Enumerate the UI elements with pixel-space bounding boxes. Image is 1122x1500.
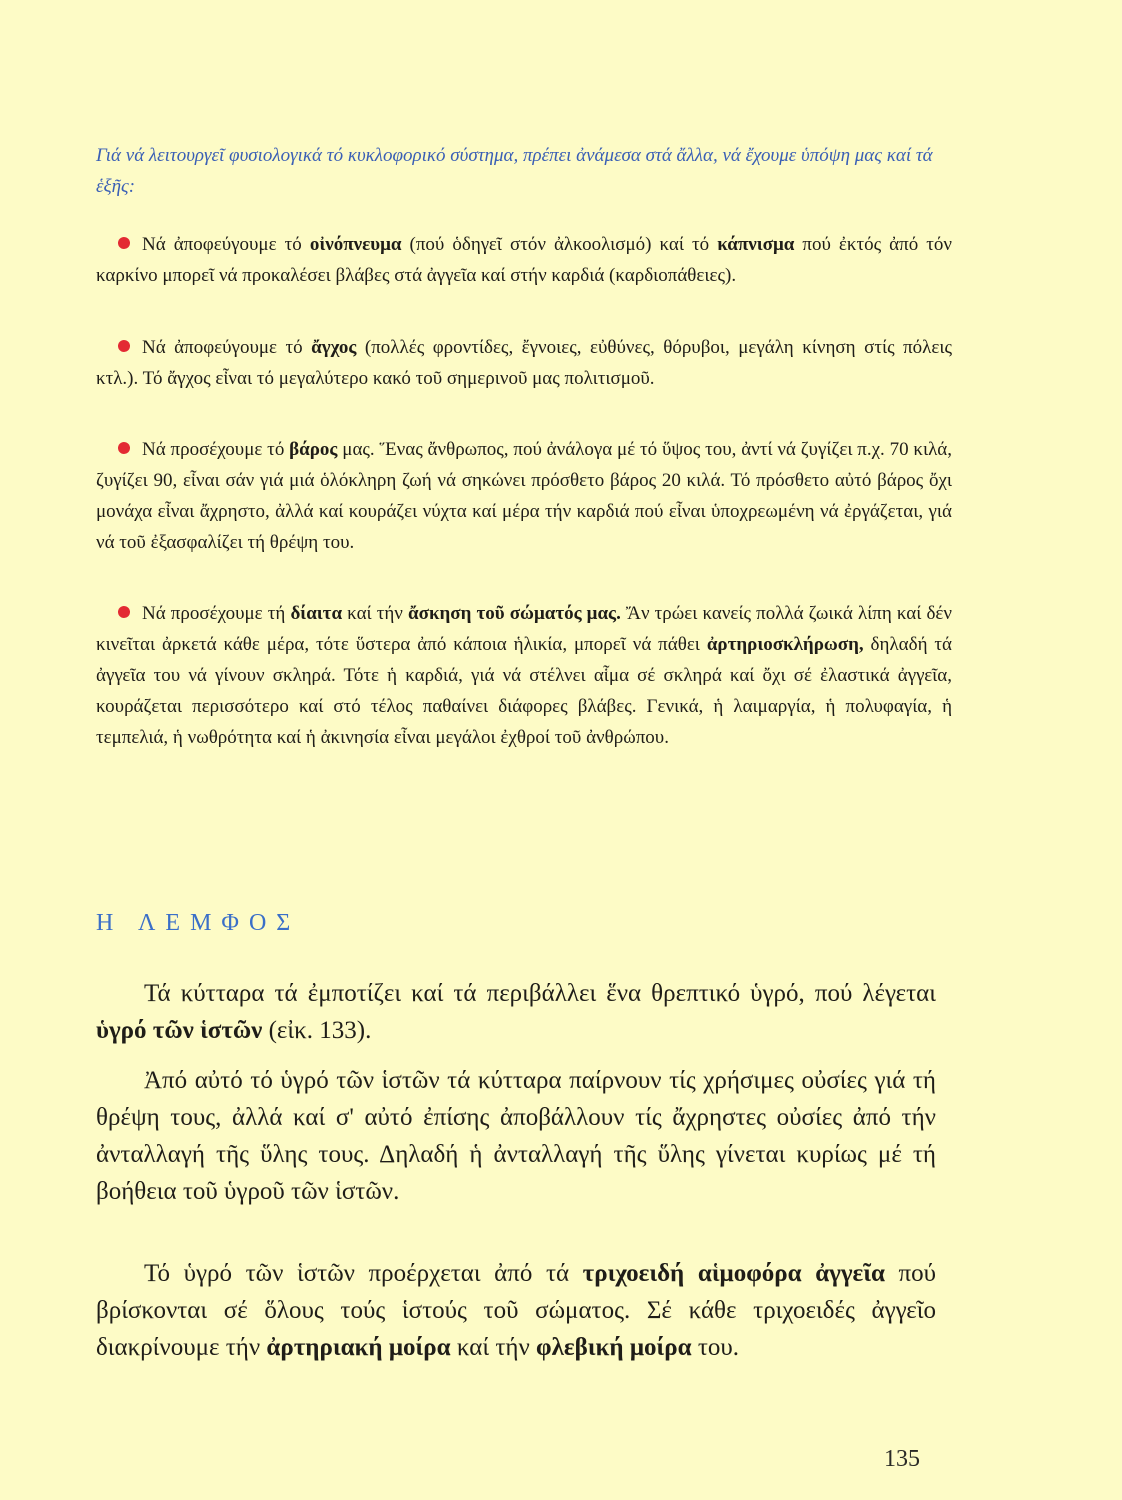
section-heading: Η ΛΕΜΦΟΣ <box>96 910 301 936</box>
text-run: Τό ὑγρό τῶν ἱστῶν προέρχεται ἀπό τά <box>144 1260 583 1287</box>
text-run: μας. Ἕνας ἄνθρωπος, πού ἀνάλογα μέ τό ὕψος του, ἀντί νά ζυγίζει π.χ. 70 κιλά, ζυγίζει 90, εἶναι σάν γιά μιά ὁλόκληρη ζωή νά σηκώνει πρόσθετο βάρος 20 κιλά. Τό πρόσθετο αὐτό βάρος ὄχι μονάχα εἶναι ἄχρηστο, ἀλλά καί κουράζει νύχτα καί μέρα τήν καρδιά πού εἶναι ὑποχρεωμένη νά ἐργάζεται, γιά νά τοῦ ἐξασφαλίζει τή θρέψη του. <box>96 439 952 553</box>
keyword: βάρος <box>289 439 338 460</box>
intro-text: Γιά νά λειτουργεῖ φυσιολογικά τό κυκλοφορικό σύστημα, πρέπει ἀνάμεσα στά ἄλλα, νά ἔχουμε ὑπόψη μας καί τά ἑξῆς: <box>96 145 933 197</box>
text-run: καί τήν <box>342 603 408 624</box>
text-run: Ἄν τρώει κανείς πολλά ζωικά λίπη καί δέν κινεῖται ἀρκετά κάθε μέρα, τότε ὕστερα ἀπό κάποια ἡλικία, μπορεῖ νά πάθει <box>96 603 952 655</box>
text-run: (πού ὁδηγεῖ στόν ἀλκοολισμό) καί τό <box>401 234 718 255</box>
paragraph-exchange <box>96 1062 936 1210</box>
bullet-dot-icon <box>118 340 130 352</box>
text-run: (εἰκ. 133). <box>262 1017 372 1044</box>
text-run: Ἀπό αὐτό τό ὑγρό τῶν ἱστῶν τά κύτταρα παίρνουν τίς χρήσιμες οὐσίες γιά τή θρέψη τους, ἀλλά καί σ' αὐτό ἐπίσης ἀποβάλλουν τίς ἄχρηστες οὐσίες ἀπό τήν ἀνταλλαγή τῆς ὕλης τους. Δηλαδή ἡ ἀνταλλαγή τῆς ὕλης γίνεται κυρίως μέ τή βοήθεια τοῦ ὑγροῦ τῶν ἱστῶν. <box>96 1067 936 1205</box>
bullet-item-diet <box>96 598 952 753</box>
paragraph-capillaries <box>96 1255 936 1366</box>
paragraph-tissue-fluid <box>96 975 936 1049</box>
text-run: δηλαδή τά ἀγγεῖα του νά γίνουν σκληρά. Τότε ἡ καρδιά, γιά νά στέλνει αἷμα σέ σκληρά καί ὄχι σέ ἐλαστικά ἀγγεῖα, κουράζεται περισσότερο καί στό τέλος παθαίνει διάφορες βλάβες. Γενικά, ἡ λαιμαργία, ἡ πολυφαγία, ἡ τεμπελιά, ἡ νωθρότητα καί ἡ ἀκινησία εἶναι μεγάλοι ἐχθροί τοῦ ἀνθρώπου. <box>96 634 952 748</box>
text-run: Νά ἀποφεύγουμε τό <box>142 234 310 255</box>
keyword: ὑγρό τῶν ἱστῶν <box>96 1017 263 1044</box>
text-run: Νά προσέχουμε τό <box>142 439 290 460</box>
bullet-dot-icon <box>118 606 130 618</box>
keyword: τριχοειδή αἱμοφόρα ἀγγεῖα <box>582 1260 885 1287</box>
keyword: κάπνισμα <box>717 234 795 255</box>
bullet-item-stress <box>96 332 952 394</box>
keyword: φλεβική μοίρα <box>536 1334 692 1361</box>
text-run: του. <box>691 1334 740 1361</box>
bullet-dot-icon <box>118 442 130 454</box>
keyword: ἄσκηση τοῦ σώματός μας. <box>408 603 621 624</box>
keyword: δίαιτα <box>290 603 343 624</box>
text-run: Νά προσέχουμε τή <box>142 603 291 624</box>
text-run: καί τήν <box>450 1334 537 1361</box>
text-run: πού βρίσκονται σέ ὅλους τούς ἱστούς τοῦ σώματος. Σέ κάθε τριχοειδές ἀγγεῖο διακρίνουμε τήν <box>96 1260 937 1361</box>
text-run: Νά ἀποφεύγουμε τό <box>142 337 312 358</box>
bullet-item-alcohol <box>96 229 952 291</box>
keyword: ἀρτηριακή μοίρα <box>266 1334 451 1361</box>
text-run: Τά κύτταρα τά ἐμποτίζει καί τά περιβάλλει ἕνα θρεπτικό ὑγρό, πού λέγεται <box>144 980 936 1007</box>
text-run: (πολλές φροντίδες, ἔγνοιες, εὐθύνες, θόρυβοι, μεγάλη κίνηση στίς πόλεις κτλ.). Τό ἄγχος εἶναι τό μεγαλύτερο κακό τοῦ σημερινοῦ μας πολιτισμοῦ. <box>96 337 952 389</box>
page-number: 135 <box>884 1446 920 1472</box>
keyword: ἀρτηριοσκλήρωση, <box>706 634 864 655</box>
keyword: οἰνόπνευμα <box>309 234 402 255</box>
bullet-item-weight <box>96 434 952 558</box>
text-run: πού ἐκτός ἀπό τόν καρκίνο μπορεῖ νά προκαλέσει βλάβες στά ἀγγεῖα καί στήν καρδιά (καρδιοπάθειες). <box>96 234 952 286</box>
keyword: ἄγχος <box>311 337 357 358</box>
bullet-dot-icon <box>118 237 130 249</box>
